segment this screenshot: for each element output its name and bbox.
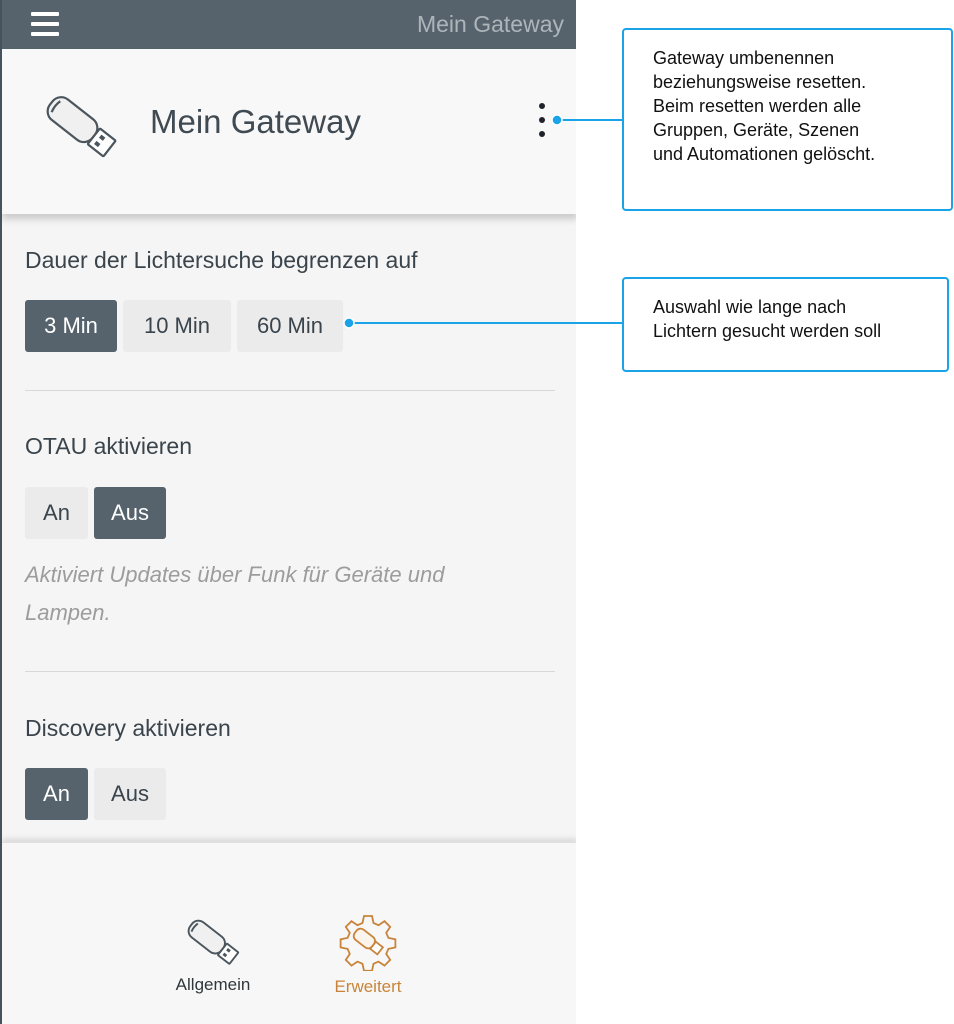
light-search-label: Dauer der Lichtersuche begrenzen auf: [25, 247, 418, 273]
settings-panel: [2, 214, 576, 842]
usb-stick-icon: [40, 89, 122, 161]
annotation-line: beziehungsweise resetten.: [653, 72, 867, 92]
annotation-line: Gateway umbenennen: [653, 48, 835, 68]
annotation-line: Beim resetten werden alle: [653, 96, 862, 116]
nav-label-erweitert: Erweitert: [334, 977, 402, 996]
annotation-line: Auswahl wie lange nach: [653, 297, 847, 317]
nav-item-allgemein[interactable]: [153, 913, 273, 995]
duration-60-min-button[interactable]: 60 Min: [237, 300, 343, 352]
divider: [25, 390, 555, 391]
discovery-label: Discovery aktivieren: [25, 715, 231, 741]
annotation-line: Lichtern gesucht werden soll: [653, 321, 882, 341]
discovery-off-button[interactable]: Aus: [94, 768, 166, 820]
duration-3-min-button[interactable]: 3 Min: [25, 300, 117, 352]
gear-usb-icon: [337, 913, 399, 971]
nav-label-allgemein: Allgemein: [175, 975, 251, 994]
annotation-gateway-menu: [622, 28, 953, 211]
annotation-line: und Automationen gelöscht.: [653, 144, 876, 164]
discovery-on-button[interactable]: An: [25, 768, 88, 820]
otau-off-button[interactable]: Aus: [94, 487, 166, 539]
annotation-search-duration: [622, 277, 949, 372]
nav-item-erweitert[interactable]: [308, 913, 428, 997]
hamburger-menu-icon[interactable]: [31, 12, 59, 36]
duration-10-min-button[interactable]: 10 Min: [123, 300, 231, 352]
annotation-line: Gruppen, Geräte, Szenen: [653, 120, 860, 140]
otau-label: OTAU aktivieren: [25, 433, 193, 459]
otau-hint: Aktiviert Updates über Funk für Geräte und Lampen.: [25, 562, 445, 625]
topbar-title: Mein Gateway: [416, 11, 564, 37]
top-app-bar: [2, 0, 576, 49]
more-vertical-icon[interactable]: [535, 103, 549, 137]
bottom-navigation: [2, 842, 576, 1024]
gateway-header: [2, 49, 576, 214]
gateway-title: Mein Gateway: [150, 103, 361, 140]
otau-on-button[interactable]: An: [25, 487, 88, 539]
usb-stick-icon: [183, 913, 243, 969]
divider: [25, 671, 555, 672]
